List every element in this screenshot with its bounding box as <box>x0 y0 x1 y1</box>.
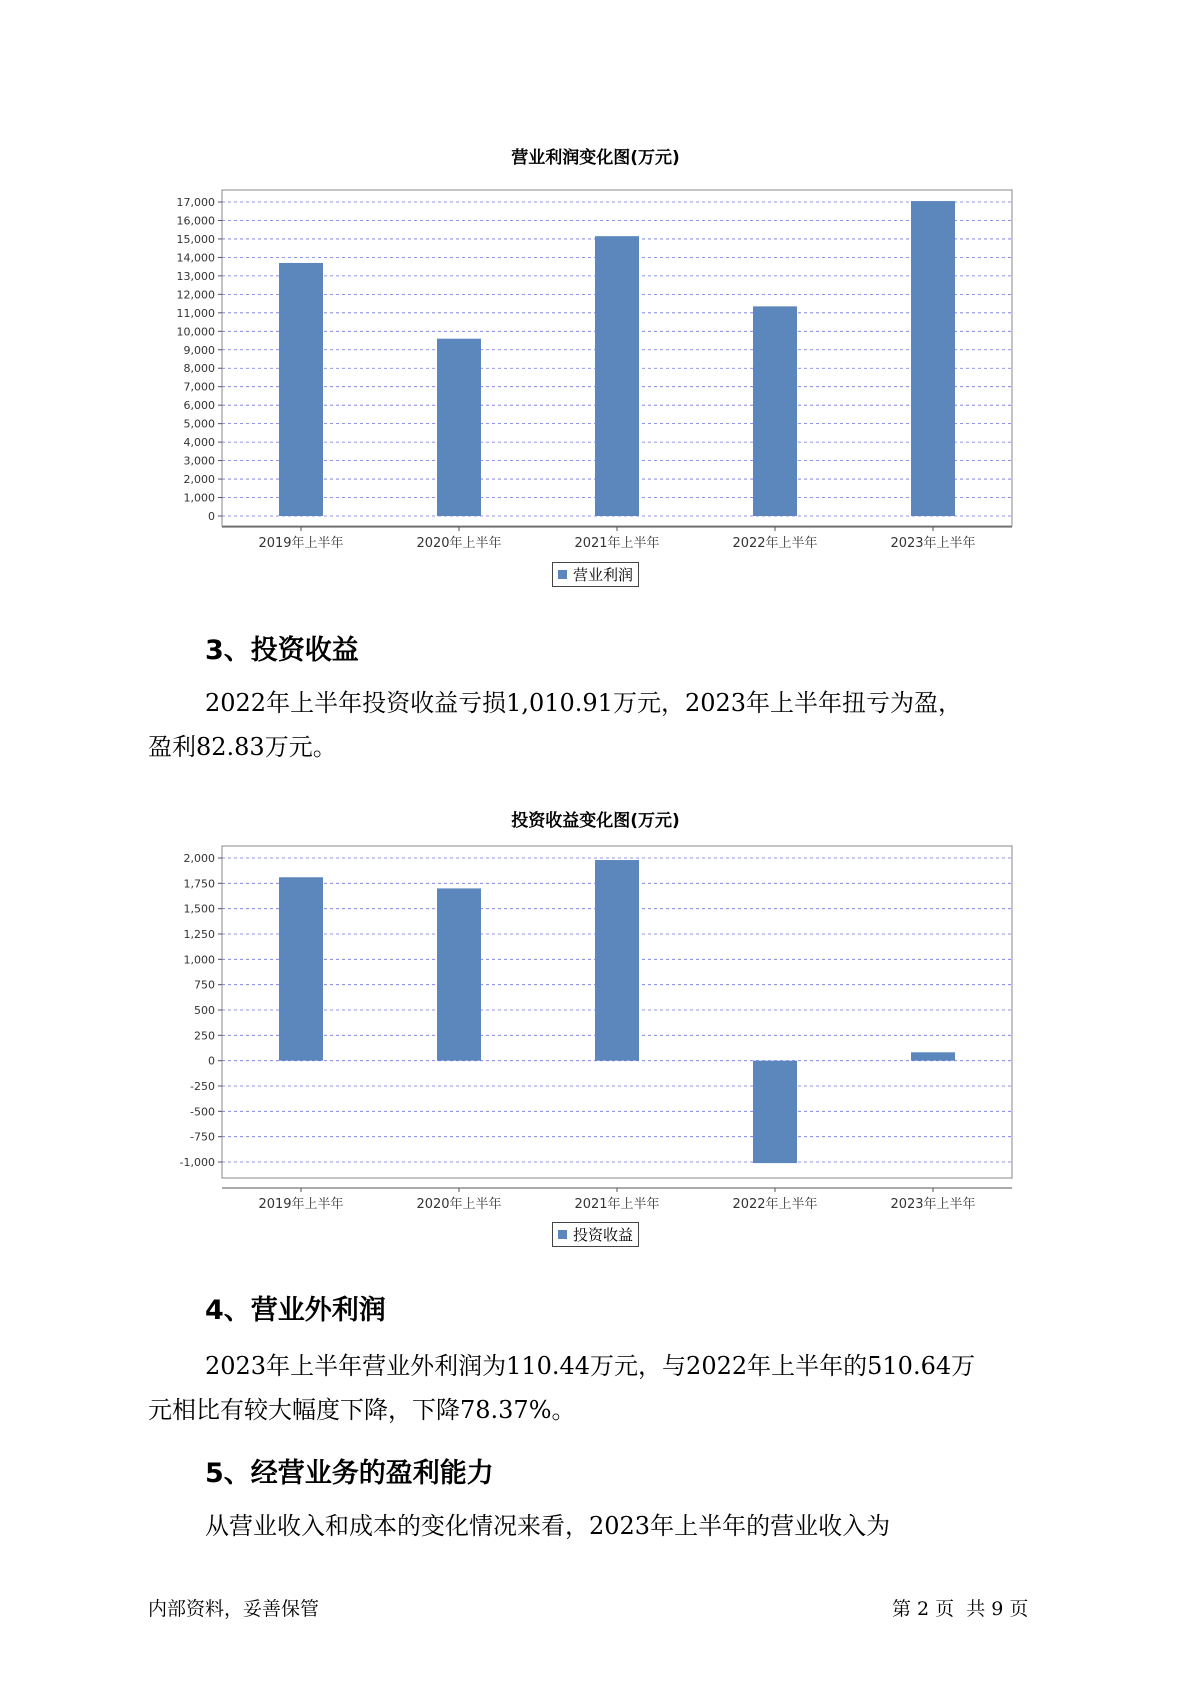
y-tick-label: -250 <box>190 1080 215 1093</box>
y-tick-label: 2,000 <box>183 473 215 487</box>
y-tick-label: 5,000 <box>183 417 215 431</box>
y-tick-label: 6,000 <box>183 399 215 413</box>
section-4-heading: 4、营业外利润 <box>205 1295 386 1326</box>
y-tick-label: 1,000 <box>183 491 215 505</box>
section-4-paragraph-line-1: 2023年上半年营业外利润为110.44万元，与2022年上半年的510.64万 <box>205 1352 976 1380</box>
bar <box>753 1061 797 1163</box>
chart-2-legend-label: 投资收益 <box>573 1226 634 1244</box>
y-tick-label: 15,000 <box>176 232 215 246</box>
bar <box>595 236 639 516</box>
x-category-label: 2020年上半年 <box>416 1197 502 1210</box>
section-3-heading: 3、投资收益 <box>205 635 359 666</box>
y-tick-label: 0 <box>208 510 215 523</box>
chart-1-legend <box>552 562 639 587</box>
section-3-paragraph-line-2: 盈利82.83万元。 <box>148 733 337 761</box>
y-tick-label: 1,750 <box>183 877 215 891</box>
investment-income-chart <box>0 840 1191 1210</box>
y-tick-label: 13,000 <box>176 269 215 283</box>
section-4-paragraph-line-2: 元相比有较大幅度下降，下降78.37%。 <box>148 1396 576 1424</box>
y-tick-label: 12,000 <box>176 288 215 302</box>
bar <box>437 339 481 516</box>
chart-1-title: 营业利润变化图(万元) <box>511 148 680 168</box>
x-category-label: 2022年上半年 <box>732 536 818 550</box>
x-category-label: 2019年上半年 <box>258 536 344 550</box>
footer-confidential: 内部资料，妥善保管 <box>148 1598 320 1620</box>
legend-swatch-icon <box>558 1230 567 1239</box>
section-5-paragraph-line-1: 从营业收入和成本的变化情况来看，2023年上半年的营业收入为 <box>205 1512 891 1540</box>
footer-page-number: 第 2 页 共 9 页 <box>892 1598 1029 1620</box>
y-tick-label: 0 <box>208 1054 215 1068</box>
x-category-label: 2020年上半年 <box>416 536 502 550</box>
y-tick-label: 7,000 <box>183 380 215 394</box>
y-tick-label: 2,000 <box>183 852 215 865</box>
chart-1-legend-label: 营业利润 <box>573 566 634 584</box>
y-tick-label: 4,000 <box>183 436 215 450</box>
y-tick-label: 9,000 <box>183 343 215 357</box>
y-tick-label: 1,500 <box>183 902 215 916</box>
bar <box>279 877 323 1060</box>
y-tick-label: -750 <box>190 1130 215 1144</box>
x-category-label: 2019年上半年 <box>258 1197 344 1210</box>
y-tick-label: 8,000 <box>183 362 215 376</box>
bar <box>595 860 639 1061</box>
y-tick-label: 1,250 <box>183 928 215 941</box>
y-tick-label: 750 <box>194 978 215 992</box>
y-tick-label: -1,000 <box>179 1156 215 1169</box>
y-tick-label: 11,000 <box>176 306 215 320</box>
chart-2-title: 投资收益变化图(万元) <box>511 811 680 831</box>
y-tick-label: 250 <box>194 1029 215 1043</box>
operating-profit-chart <box>0 180 1191 550</box>
y-tick-label: 10,000 <box>176 325 215 339</box>
legend-swatch-icon <box>558 570 567 579</box>
bar <box>911 201 955 516</box>
y-tick-label: 17,000 <box>176 196 215 209</box>
y-tick-label: 3,000 <box>183 454 215 468</box>
section-3-paragraph-line-1: 2022年上半年投资收益亏损1,010.91万元，2023年上半年扭亏为盈， <box>205 689 963 717</box>
y-tick-label: 500 <box>194 1004 215 1017</box>
y-tick-label: 1,000 <box>183 953 215 967</box>
bar <box>753 306 797 516</box>
bar <box>911 1052 955 1060</box>
y-tick-label: 16,000 <box>176 214 215 228</box>
section-5-heading: 5、经营业务的盈利能力 <box>205 1458 494 1489</box>
x-category-label: 2023年上半年 <box>890 1197 976 1210</box>
x-category-label: 2021年上半年 <box>574 1197 660 1210</box>
bar <box>279 263 323 516</box>
x-category-label: 2023年上半年 <box>890 536 976 550</box>
chart-2-legend <box>552 1222 639 1247</box>
x-category-label: 2021年上半年 <box>574 536 660 550</box>
y-tick-label: -500 <box>190 1105 215 1119</box>
y-tick-label: 14,000 <box>176 251 215 265</box>
x-category-label: 2022年上半年 <box>732 1197 818 1210</box>
bar <box>437 888 481 1060</box>
